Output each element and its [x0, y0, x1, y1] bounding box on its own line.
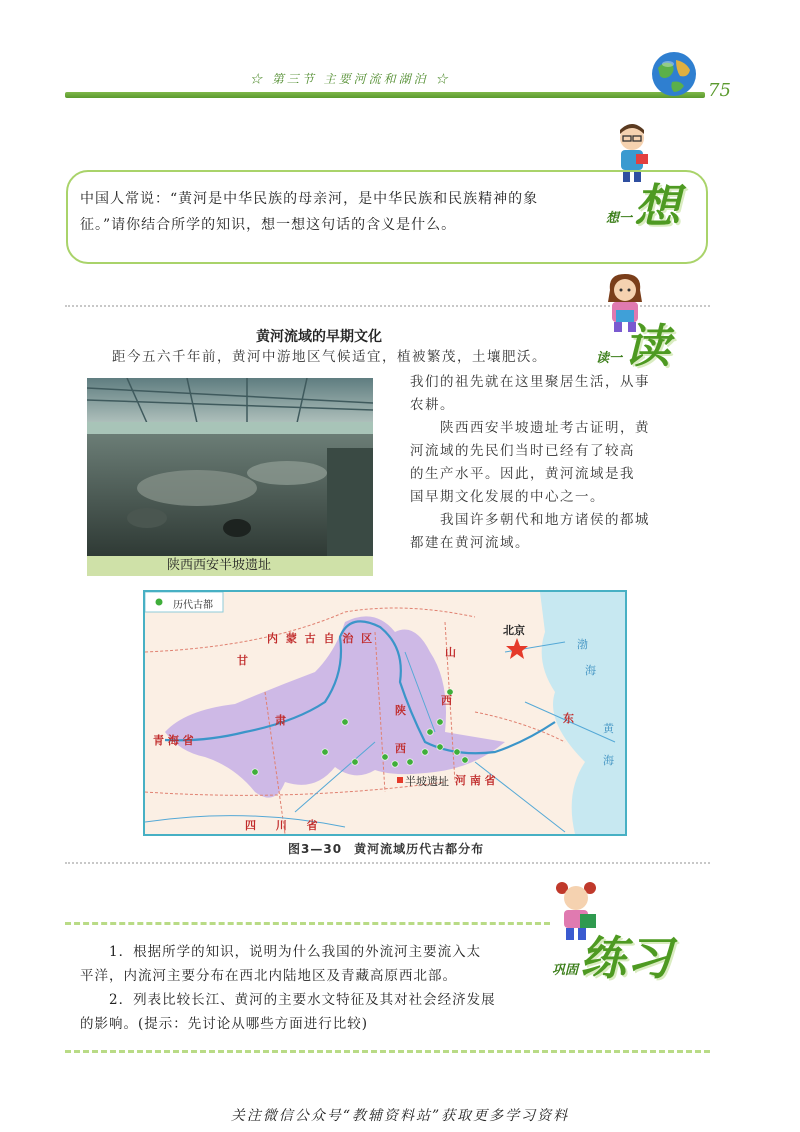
- read-line: 农耕。: [410, 397, 455, 413]
- divider: [65, 862, 710, 864]
- practice-banner-big: 练习: [580, 931, 673, 985]
- map-label-shaan: 陕: [395, 704, 406, 717]
- read-banner-big: 读: [624, 319, 671, 373]
- read-banner-small: 读一: [596, 351, 623, 366]
- page-number: 75: [708, 80, 731, 101]
- map-label-shan-shanxi: 山: [445, 646, 456, 659]
- map-label-shandong: 东: [563, 712, 574, 725]
- think-banner-small: 想一: [606, 211, 633, 226]
- map-legend-label: 历代古都: [173, 600, 213, 611]
- practice-banner-small: 巩固: [552, 963, 579, 978]
- map-label-gan: 甘: [237, 654, 248, 667]
- map-label-huanghai: 黄: [603, 722, 614, 735]
- practice-banner: [552, 922, 672, 988]
- yellow-river-map: [143, 590, 627, 836]
- map-label-xi-shaanxi: 西: [395, 742, 406, 755]
- globe-icon: [650, 50, 698, 98]
- map-label-neimenggu: 内 蒙 古 自 治 区: [267, 632, 375, 645]
- banpo-photo: [87, 378, 373, 556]
- read-line: 的生产水平。因此，黄河流域是我: [410, 466, 635, 482]
- map-label-hai-1: 海: [585, 664, 596, 677]
- map-label-henan: 河 南 省: [455, 774, 496, 787]
- read-line: 河流域的先民们当时已经有了较高: [410, 443, 635, 459]
- exercise-line: 2．列表比较长江、黄河的主要水文特征及其对社会经济发展: [80, 992, 496, 1008]
- map-label-xi-shanxi: 西: [441, 694, 452, 707]
- divider-dashed: [65, 1050, 710, 1053]
- map-label-qinghai: 青 海 省: [153, 734, 194, 747]
- read-title: 黄河流域的早期文化: [256, 329, 382, 345]
- map-label-banpo: 半坡遗址: [405, 775, 449, 788]
- divider-dashed: [65, 922, 550, 925]
- read-line: 国早期文化发展的中心之一。: [410, 489, 605, 505]
- map-figure-number: 图3—30: [288, 842, 343, 856]
- header-bar: [65, 92, 705, 98]
- photo-caption: 陕西西安半坡遗址: [87, 556, 373, 576]
- map-label-sichuan: 四 川 省: [245, 819, 326, 832]
- read-line: 我国许多朝代和地方诸侯的都城: [410, 512, 650, 528]
- map-caption-text: 黄河流域历代古都分布: [354, 842, 485, 856]
- map-label-bohai: 渤: [577, 638, 588, 651]
- think-banner-big: 想: [634, 179, 681, 233]
- map-label-hai-2: 海: [603, 754, 614, 767]
- exercise-text: [80, 940, 560, 1036]
- exercise-line: 1．根据所学的知识，说明为什么我国的外流河主要流入太: [80, 944, 482, 960]
- section-title: ☆ 第三节 主要河流和湖泊 ☆: [250, 72, 451, 86]
- exercise-line: 的影响。(提示：先讨论从哪些方面进行比较): [80, 1016, 369, 1032]
- map-caption: [288, 840, 484, 857]
- map-label-su: 肃: [275, 714, 286, 727]
- think-text: [80, 186, 600, 238]
- read-line: 陕西西安半坡遗址考古证明，黄: [410, 420, 650, 436]
- read-line: 都建在黄河流域。: [410, 535, 530, 551]
- read-banner: [596, 310, 670, 376]
- footer-note: 关注微信公众号“教辅资料站”获取更多学习资料: [230, 1108, 570, 1124]
- think-line: 征。”请你结合所学的知识，想一想这句话的含义是什么。: [80, 217, 457, 233]
- read-right-text: [410, 371, 700, 555]
- read-line: 我们的祖先就在这里聚居生活，从事: [410, 374, 650, 390]
- exercise-line: 平洋，内流河主要分布在西北内陆地区及青藏高原西北部。: [80, 968, 457, 984]
- read-line-1: 距今五六千年前，黄河中游地区气候适宜，植被繁茂，土壤肥沃。: [112, 349, 547, 365]
- think-line: 中国人常说：“黄河是中华民族的母亲河，是中华民族和民族精神的象: [80, 191, 539, 207]
- map-label-beijing: 北京: [503, 624, 525, 637]
